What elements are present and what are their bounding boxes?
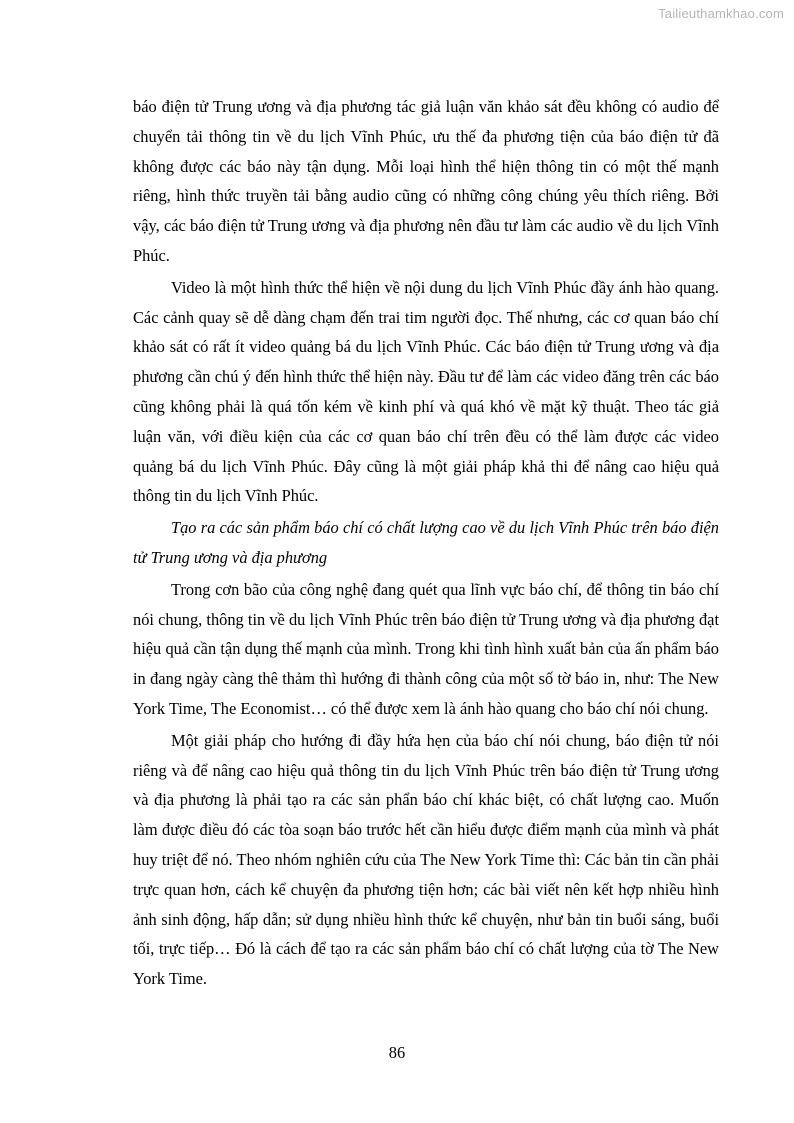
document-body xyxy=(133,92,719,996)
page-number: 86 xyxy=(388,1043,406,1062)
paragraph-video: Video là một hình thức thể hiện về nội dung du lịch Vĩnh Phúc đầy ánh hào quang. Các cảnh quay sẽ dễ dàng chạm đến trai tim người đọc. Thế nhưng, các cơ quan báo chí khảo sát có rất ít video quảng bá du lịch Vĩnh Phúc. Các báo điện tử Trung ương và địa phương cần chú ý đến hình thức thể hiện này. Đầu tư để làm các video đăng trên các báo cũng không phải là quá tốn kém về kinh phí và quá khó về mặt kỹ thuật. Theo tác giả luận văn, với điều kiện của các cơ quan báo chí trên đều có thể làm được các video quảng bá du lịch Vĩnh Phúc. Đây cũng là một giải pháp khả thi để nâng cao hiệu quả thông tin du lịch Vĩnh Phúc. xyxy=(133,277,719,506)
paragraph-technology-storm: Trong cơn bão của công nghệ đang quét qua lĩnh vực báo chí, để thông tin báo chí nói chung, thông tin về du lịch Vĩnh Phúc trên báo điện tử Trung ương và địa phương đạt hiệu quả cần tận dụng thế mạnh của mình. Trong khi tình hình xuất bản của ấn phẩm báo in đang ngày càng thê thảm thì hướng đi thành công của một số tờ báo in, như: The New York Time, The Economist… có thể được xem là ánh hào quang cho báo chí nói chung. xyxy=(133,579,719,718)
paragraph-audio-continuation: báo điện tử Trung ương và địa phương tác giả luận văn khảo sát đều không có audio để chuyển tải thông tin về du lịch Vĩnh Phúc, ưu thế đa phương tiện của báo điện tử đã không được các báo này tận dụng. Mỗi loại hình thể hiện thông tin có một thế mạnh riêng, hình thức truyền tải bằng audio cũng có những công chúng yêu thích riêng. Bởi vậy, các báo điện tử Trung ương và địa phương nên đầu tư làm các audio về du lịch Vĩnh Phúc. xyxy=(133,97,719,265)
section-heading-quality-products: Tạo ra các sản phẩm báo chí có chất lượng cao về du lịch Vĩnh Phúc trên báo điện tử Trung ương và địa phương xyxy=(133,518,719,567)
watermark-text: Tailieuthamkhao.com xyxy=(658,6,784,21)
paragraph-solution: Một giải pháp cho hướng đi đầy hứa hẹn của báo chí nói chung, báo điện tử nói riêng và để nâng cao hiệu quả thông tin du lịch Vĩnh Phúc trên báo điện tử Trung ương và địa phương là phải tạo ra các sản phẩn báo chí khác biệt, có chất lượng cao. Muốn làm được điều đó các tòa soạn báo trước hết cần hiểu được điểm mạnh của mình và phát huy triệt để nó. Theo nhóm nghiên cứu của The New York Time thì: Các bản tin cần phải trực quan hơn, cách kể chuyện đa phương tiện hơn; các bài viết nên kết hợp nhiều hình ảnh sinh động, hấp dẫn; sử dụng nhiều hình thức kể chuyện, như bản tin buổi sáng, buổi tối, trực tiếp… Đó là cách để tạo ra các sản phẩm báo chí có chất lượng của tờ The New York Time. xyxy=(133,730,719,989)
